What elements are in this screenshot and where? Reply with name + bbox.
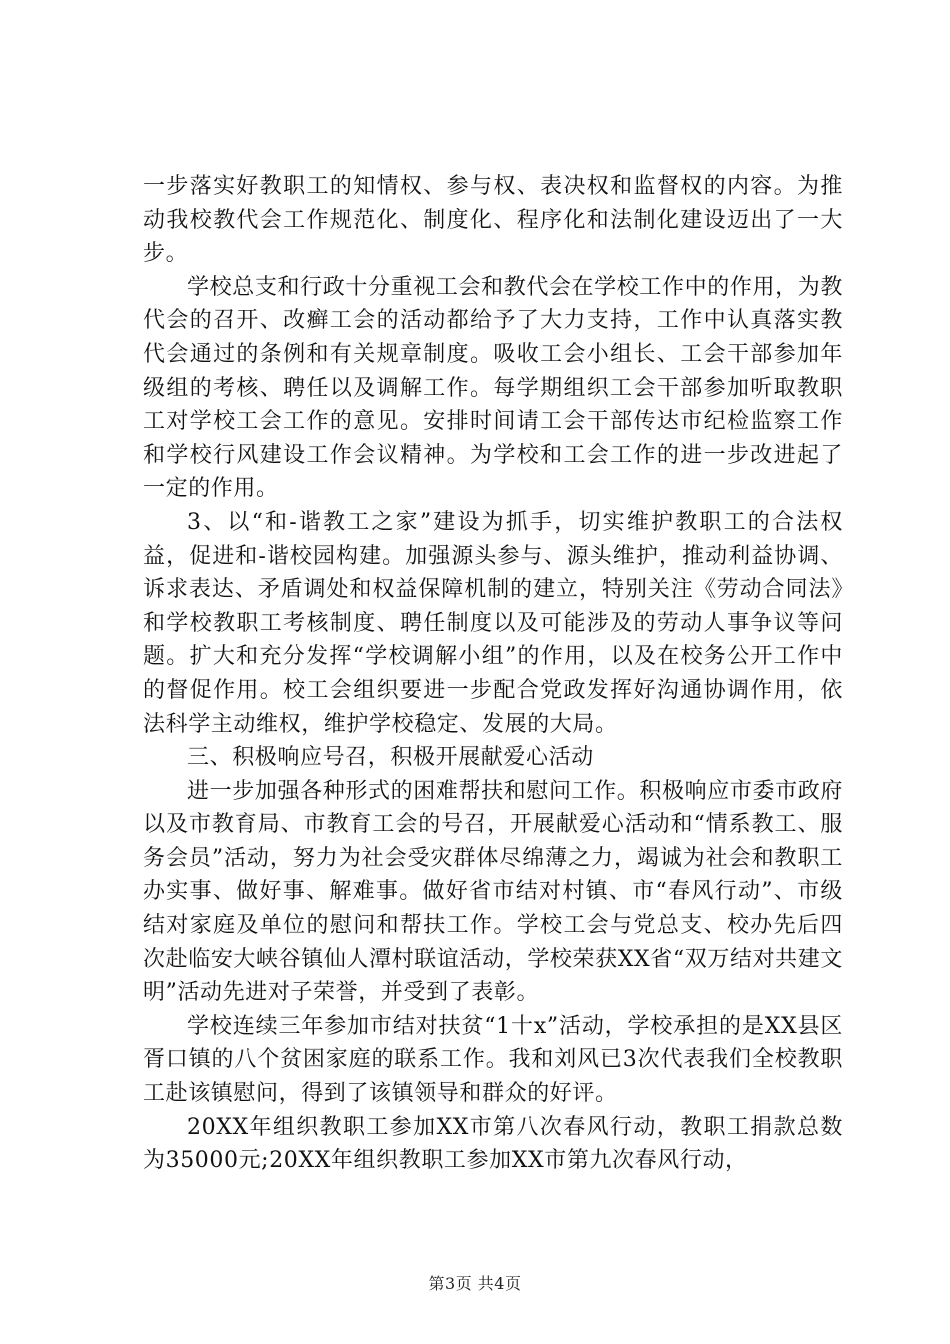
paragraph-2: 学校总支和行政十分重视工会和教代会在学校工作中的作用，为教代会的召开、改癣工会的活动都给予了大力支持，工作中认真落实教代会通过的条例和有关规章制度。吸收工会小组长、工会干部参加年级组的考核、聘任以及调解工作。每学期组织工会干部参加听取教职工对学校工会工作的意见。安排时间请工会干部传达市纪检监察工作和学校行风建设工作会议精神。为学校和工会工作的进一步改进起了一定的作用。 [143,274,843,502]
paragraph-6: 20XX年组织教职工参加XX市第八次春风行动，教职工捐款总数为35000元;20XX年组织教职工参加XX市第九次春风行动， [143,1114,843,1174]
document-body [143,170,843,1178]
paragraph-3: 3、以“和-谐教工之家”建设为抓手，切实维护教职工的合法权益，促进和-谐校园构建。加强源头参与、源头维护，推动利益协调、诉求表达、矛盾调处和权益保障机制的建立，特别关注《劳动合同法》和学校教职工考核制度、聘任制度以及可能涉及的劳动人事争议等问题。扩大和充分发挥“学校调解小组”的作用，以及在校务公开工作中的督促作用。校工会组织要进一步配合党政发挥好沟通协调作用，依法科学主动维权，维护学校稳定、发展的大局。 [143,509,843,737]
paragraph-5: 学校连续三年参加市结对扶贫“1十x”活动，学校承担的是XX县区胥口镇的八个贫困家庭的联系工作。我和刘风已3次代表我们全校教职工赴该镇慰问，得到了该镇领导和群众的好评。 [143,1013,843,1107]
paragraph-4: 进一步加强各种形式的困难帮扶和慰问工作。积极响应市委市政府以及市教育局、市教育工会的号召，开展献爱心活动和“情系教工、服务会员”活动，努力为社会受灾群体尽绵薄之力，竭诚为社会和教职工办实事、做好事、解难事。做好省市结对村镇、市“春风行动”、市级结对家庭及单位的慰问和帮扶工作。学校工会与党总支、校办先后四次赴临安大峡谷镇仙人潭村联谊活动，学校荣获XX省“双万结对共建文明”活动先进对子荣誉，并受到了表彰。 [143,778,843,1006]
section-heading-3: 三、积极响应号召，积极开展献爱心活动 [187,745,594,771]
paragraph-1: 一步落实好教职工的知情权、参与权、表决权和监督权的内容。为推动我校教代会工作规范化、制度化、程序化和法制化建设迈出了一大步。 [143,174,843,267]
page-footer: 第3页 共4页 [428,1274,522,1293]
